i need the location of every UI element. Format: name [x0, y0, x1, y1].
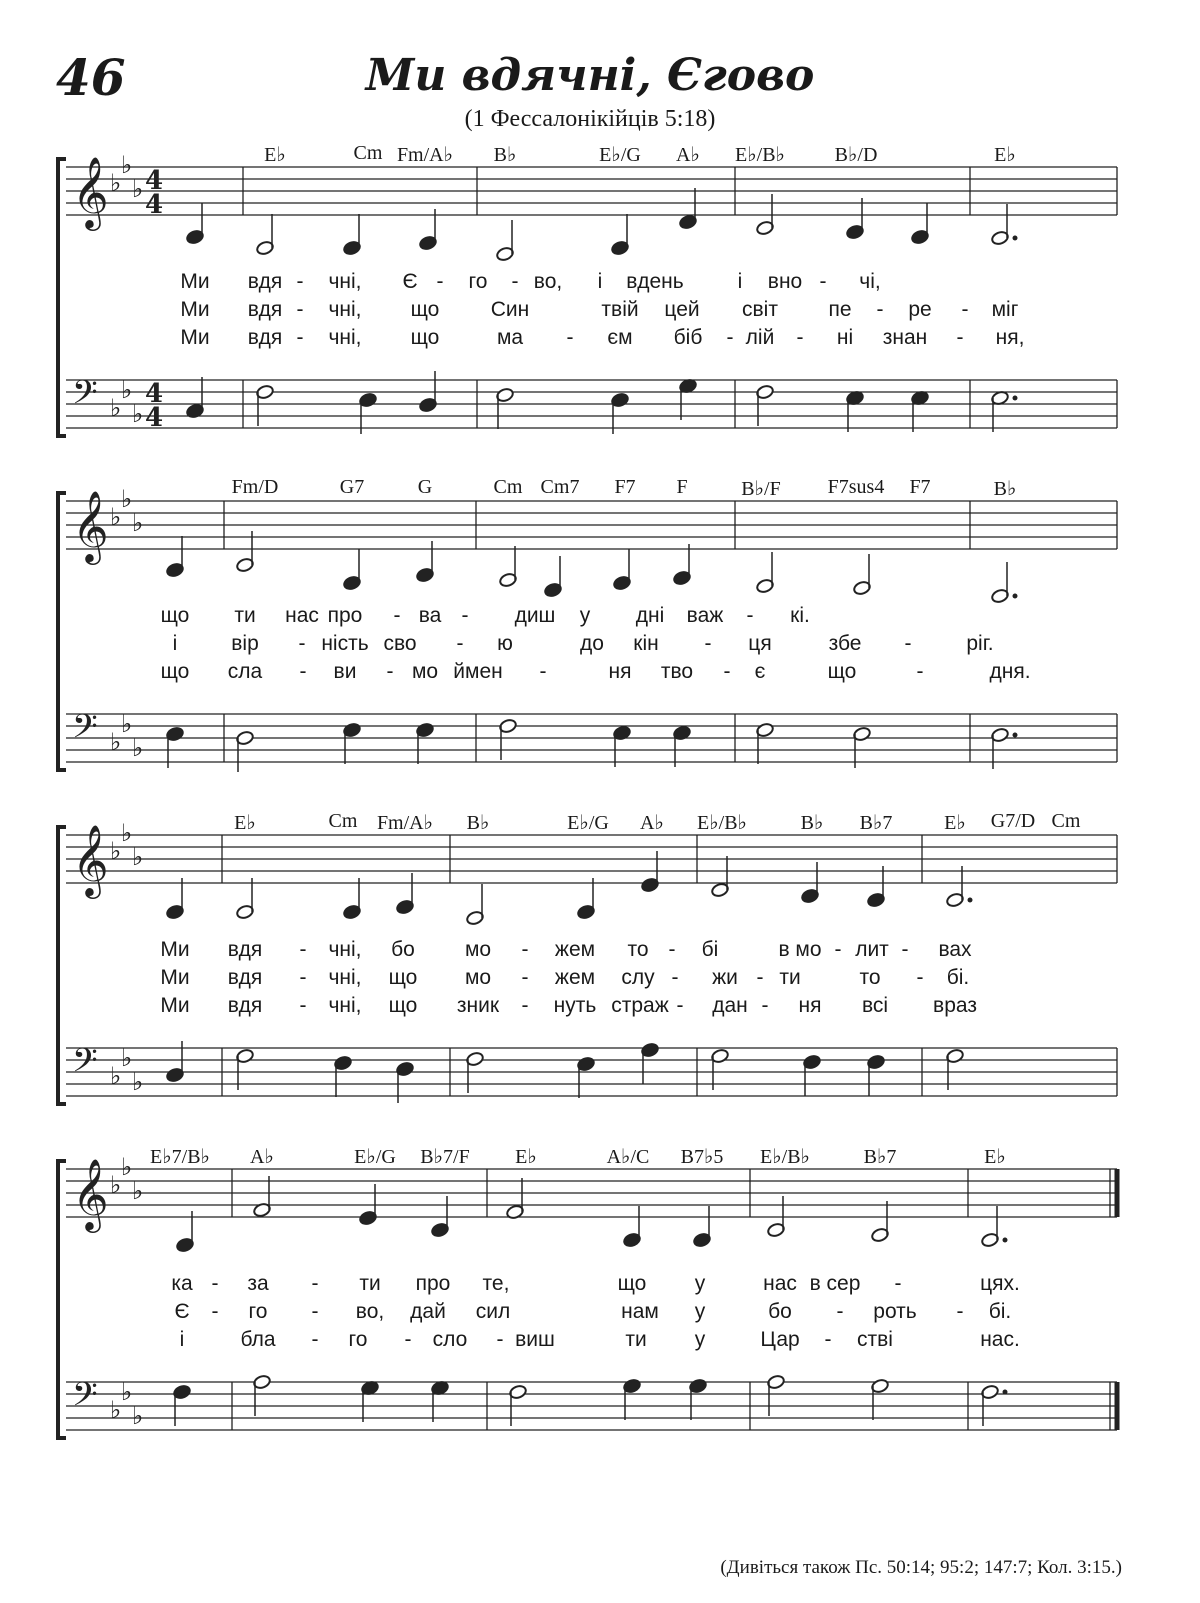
system-bracket [58, 493, 66, 770]
lyric-syllable: ність [321, 632, 369, 655]
lyric-syllable: Син [490, 298, 530, 321]
lyric-syllable: ма [496, 326, 524, 349]
treble-clef-icon: 𝄞 [72, 489, 109, 562]
lyric-syllable: біб [673, 326, 703, 349]
note-dot [1013, 733, 1018, 738]
lyric-syllable: міг [991, 298, 1019, 321]
lyric-syllable: страж [611, 994, 669, 1017]
chord-symbol: B♭/F [741, 478, 781, 500]
lyric-syllable: - [211, 1300, 219, 1323]
lyric-syllable: - [746, 604, 754, 627]
chord-symbol: E♭ [264, 144, 286, 166]
lyric-syllable: всі [861, 994, 889, 1017]
lyric-syllable: збе [828, 632, 862, 655]
lyric-syllable: - [824, 1328, 832, 1351]
lyric-syllable: враз [933, 994, 977, 1017]
lyric-syllable: є [754, 660, 766, 683]
chord-symbol: B♭ [493, 144, 517, 166]
lyric-syllable: що [617, 1272, 647, 1295]
lyric-syllable: Ми [180, 298, 210, 321]
lyric-syllable: що [410, 326, 440, 349]
key-flat-icon: ♭ [132, 734, 144, 762]
key-flat-icon: ♭ [121, 1378, 133, 1406]
bass-clef-icon: 𝄢 [72, 1376, 98, 1422]
chord-symbol: Cm7 [540, 476, 580, 498]
lyric-syllable: у [694, 1328, 706, 1351]
treble-clef-icon: 𝄞 [72, 1157, 109, 1230]
lyric-syllable: дні [635, 604, 665, 627]
lyric-syllable: в сер [809, 1272, 861, 1295]
bass-clef-icon: 𝄢 [72, 374, 98, 420]
lyric-syllable: що [160, 660, 190, 683]
lyric-syllable: цей [664, 298, 700, 321]
chord-symbol: A♭ [250, 1146, 274, 1168]
lyric-syllable: чні, [328, 298, 362, 321]
lyric-syllable: бла [240, 1328, 276, 1351]
lyric-syllable: - [521, 966, 529, 989]
lyric-syllable: жи [712, 966, 738, 989]
lyric-syllable: пе [828, 298, 852, 321]
lyric-syllable: ю [497, 632, 513, 655]
lyric-syllable: вдя [227, 966, 263, 989]
lyric-syllable: ймен [453, 660, 503, 683]
lyric-syllable: Ми [180, 326, 210, 349]
lyric-syllable: - [496, 1328, 504, 1351]
chord-symbol: F7 [614, 476, 636, 498]
lyric-syllable: тво [660, 660, 694, 683]
chord-symbol: B♭ [466, 812, 490, 834]
lyric-syllable: вах [938, 938, 972, 961]
note-dot [1013, 396, 1018, 401]
lyric-syllable: ка [171, 1272, 193, 1295]
chord-symbol: B7♭5 [680, 1146, 724, 1168]
lyric-syllable: цях. [980, 1272, 1020, 1295]
lyric-syllable: - [393, 604, 401, 627]
key-flat-icon: ♭ [132, 1177, 144, 1205]
lyric-syllable: - [296, 270, 304, 293]
key-flat-icon: ♭ [121, 485, 133, 513]
lyric-syllable: - [311, 1328, 319, 1351]
lyric-syllable: - [296, 326, 304, 349]
lyric-syllable: - [456, 632, 464, 655]
chord-symbol: E♭ [994, 144, 1016, 166]
chord-symbol: E♭/B♭ [735, 144, 785, 166]
music-system-1 [0, 140, 1200, 460]
note-dot [968, 898, 973, 903]
chord-symbol: G7/D [990, 810, 1036, 832]
system-bracket [58, 159, 66, 436]
key-flat-icon: ♭ [121, 1153, 133, 1181]
key-flat-icon: ♭ [132, 175, 144, 203]
lyric-syllable: ня [798, 994, 822, 1017]
lyric-syllable: - [676, 994, 684, 1017]
key-flat-icon: ♭ [110, 1396, 122, 1424]
lyric-syllable: вдя [227, 938, 263, 961]
chord-symbol: E♭ [944, 812, 966, 834]
chord-symbol: E♭ [234, 812, 256, 834]
lyric-syllable: про [327, 604, 363, 627]
lyric-syllable: - [916, 966, 924, 989]
lyric-syllable: - [836, 1300, 844, 1323]
chord-symbol: F7 [909, 476, 931, 498]
lyric-syllable: слу [621, 966, 655, 989]
see-also-footer: (Дивіться також Пс. 50:14; 95:2; 147:7; Кол. 3:15.) [720, 1557, 1122, 1578]
lyric-syllable: чні, [328, 938, 362, 961]
chord-symbol: Cm [1051, 810, 1081, 832]
chord-symbol: Cm [353, 142, 383, 164]
key-flat-icon: ♭ [132, 400, 144, 428]
lyric-syllable: бо [768, 1300, 792, 1323]
lyric-syllable: дан [712, 994, 748, 1017]
lyric-syllable: го [468, 270, 488, 293]
lyric-syllable: - [726, 326, 734, 349]
music-system-4 [0, 1142, 1200, 1462]
lyric-syllable: бі. [988, 1300, 1012, 1323]
key-flat-icon: ♭ [121, 151, 133, 179]
lyric-syllable: - [511, 270, 519, 293]
chord-symbol: F [676, 476, 688, 498]
lyric-syllable: в мо [778, 938, 822, 961]
lyric-syllable: - [961, 298, 969, 321]
lyric-syllable: кін [633, 632, 659, 655]
lyric-syllable: виш [515, 1328, 555, 1351]
lyric-syllable: - [539, 660, 547, 683]
lyric-syllable: стві [857, 1328, 893, 1351]
bass-clef-icon: 𝄢 [72, 1042, 98, 1088]
lyric-syllable: - [299, 966, 307, 989]
lyric-syllable: сло [432, 1328, 468, 1351]
system-bracket [58, 1161, 66, 1438]
key-flat-icon: ♭ [132, 1068, 144, 1096]
lyric-syllable: нас [763, 1272, 797, 1295]
chord-symbol: E♭/G [567, 812, 609, 834]
lyric-syllable: вдя [247, 270, 283, 293]
lyric-syllable: нуть [553, 994, 597, 1017]
lyric-syllable: Ми [180, 270, 210, 293]
lyric-syllable: і [172, 632, 178, 655]
lyric-syllable: Є [174, 1300, 190, 1323]
key-flat-icon: ♭ [132, 509, 144, 537]
lyric-syllable: сла [227, 660, 263, 683]
chord-symbol: A♭ [676, 144, 700, 166]
lyric-syllable: вдя [247, 298, 283, 321]
chord-symbol: B♭/D [834, 144, 878, 166]
lyric-syllable: - [668, 938, 676, 961]
lyric-syllable: Є [402, 270, 418, 293]
lyric-syllable: кі. [790, 604, 810, 627]
chord-symbol: Cm [493, 476, 523, 498]
lyric-syllable: і [737, 270, 743, 293]
lyric-syllable: у [694, 1272, 706, 1295]
lyric-syllable: - [901, 938, 909, 961]
lyric-syllable: - [461, 604, 469, 627]
chord-symbol: B♭ [993, 478, 1017, 500]
lyric-syllable: що [160, 604, 190, 627]
lyric-syllable: мо [464, 938, 492, 961]
bass-clef-icon: 𝄢 [72, 708, 98, 754]
lyric-syllable: дня. [989, 660, 1031, 683]
lyric-syllable: нас [285, 604, 319, 627]
key-flat-icon: ♭ [110, 394, 122, 422]
lyric-syllable: жем [554, 966, 596, 989]
lyric-syllable: - [311, 1272, 319, 1295]
lyric-syllable: важ [686, 604, 724, 627]
lyric-syllable: ва [418, 604, 442, 627]
chord-symbol: Fm/D [231, 476, 279, 498]
lyric-syllable: мо [464, 966, 492, 989]
lyric-syllable: го [348, 1328, 368, 1351]
lyric-syllable: роть [873, 1300, 917, 1323]
hymn-title: Ми вдячні, Єгово [365, 50, 815, 101]
chord-symbol: E♭/B♭ [760, 1146, 810, 1168]
chord-symbol: Fm/A♭ [396, 144, 454, 166]
lyric-syllable: - [756, 966, 764, 989]
time-signature: 4 [145, 403, 164, 433]
lyric-syllable: чні, [328, 270, 362, 293]
lyric-syllable: дай [410, 1300, 446, 1323]
lyric-syllable: - [299, 994, 307, 1017]
lyric-syllable: що [388, 966, 418, 989]
lyric-syllable: - [211, 1272, 219, 1295]
lyric-syllable: - [521, 994, 529, 1017]
lyric-syllable: єм [607, 326, 633, 349]
lyric-syllable: диш [514, 604, 556, 627]
lyric-syllable: ти [779, 966, 801, 989]
lyric-syllable: - [956, 326, 964, 349]
lyric-syllable: що [410, 298, 440, 321]
lyric-syllable: за [247, 1272, 269, 1295]
key-flat-icon: ♭ [121, 376, 133, 404]
hymn-number: 46 [56, 48, 126, 107]
chord-symbol: G [417, 476, 433, 498]
lyric-syllable: то [859, 966, 881, 989]
lyric-syllable: ре [908, 298, 932, 321]
lyric-syllable: - [436, 270, 444, 293]
lyric-syllable: і [179, 1328, 185, 1351]
lyric-syllable: чні, [328, 994, 362, 1017]
lyric-syllable: нам [621, 1300, 659, 1323]
lyric-syllable: ріг. [966, 632, 994, 655]
lyric-syllable: що [827, 660, 857, 683]
chord-symbol: Fm/A♭ [376, 812, 434, 834]
lyric-syllable: ви [333, 660, 357, 683]
note-dot [1003, 1238, 1008, 1243]
chord-symbol: B♭7 [863, 1146, 897, 1168]
lyric-syllable: во, [533, 270, 563, 293]
lyric-syllable: Ми [160, 938, 190, 961]
note-dot [1013, 594, 1018, 599]
lyric-syllable: Ми [160, 994, 190, 1017]
lyric-syllable: - [386, 660, 394, 683]
lyric-syllable: знан [882, 326, 928, 349]
key-flat-icon: ♭ [132, 843, 144, 871]
lyric-syllable: і [597, 270, 603, 293]
lyric-syllable: - [819, 270, 827, 293]
key-flat-icon: ♭ [110, 1171, 122, 1199]
music-system-3 [0, 808, 1200, 1128]
lyric-syllable: ні [836, 326, 854, 349]
key-flat-icon: ♭ [110, 837, 122, 865]
key-flat-icon: ♭ [121, 710, 133, 738]
lyric-syllable: Цар [760, 1328, 800, 1351]
lyric-syllable: зник [456, 994, 500, 1017]
lyric-syllable: вдя [227, 994, 263, 1017]
lyric-syllable: ти [234, 604, 256, 627]
chord-symbol: E♭ [515, 1146, 537, 1168]
lyric-syllable: - [311, 1300, 319, 1323]
key-flat-icon: ♭ [132, 1402, 144, 1430]
lyric-syllable: - [299, 938, 307, 961]
lyric-syllable: го [248, 1300, 268, 1323]
chord-symbol: E♭/B♭ [697, 812, 747, 834]
time-signature: 4 [145, 190, 164, 220]
chord-symbol: B♭7/F [420, 1146, 470, 1168]
lyric-syllable: - [298, 632, 306, 655]
lyric-syllable: - [796, 326, 804, 349]
chord-symbol: A♭/C [606, 1146, 650, 1168]
key-flat-icon: ♭ [110, 503, 122, 531]
music-system-2 [0, 474, 1200, 794]
lyric-syllable: - [704, 632, 712, 655]
lyric-syllable: чні, [328, 966, 362, 989]
lyric-syllable: - [876, 298, 884, 321]
lyric-syllable: - [299, 660, 307, 683]
lyric-syllable: що [388, 994, 418, 1017]
lyric-syllable: во, [355, 1300, 385, 1323]
key-flat-icon: ♭ [110, 169, 122, 197]
lyric-syllable: чні, [328, 326, 362, 349]
lyric-syllable: жем [554, 938, 596, 961]
lyric-syllable: Ми [160, 966, 190, 989]
lyric-syllable: бі. [946, 966, 970, 989]
treble-clef-icon: 𝄞 [72, 155, 109, 228]
lyric-syllable: ти [625, 1328, 647, 1351]
key-flat-icon: ♭ [121, 1044, 133, 1072]
chord-symbol: E♭7/B♭ [150, 1146, 210, 1168]
lyric-syllable: нас. [980, 1328, 1020, 1351]
lyric-syllable: - [296, 298, 304, 321]
chord-symbol: B♭ [800, 812, 824, 834]
lyric-syllable: сил [475, 1300, 511, 1323]
lyric-syllable: - [894, 1272, 902, 1295]
lyric-syllable: чі, [859, 270, 881, 293]
lyric-syllable: вдя [247, 326, 283, 349]
lyric-syllable: - [671, 966, 679, 989]
lyric-syllable: - [566, 326, 574, 349]
lyric-syllable: вно [767, 270, 803, 293]
lyric-syllable: у [694, 1300, 706, 1323]
lyric-syllable: - [761, 994, 769, 1017]
lyric-syllable: у [579, 604, 591, 627]
lyric-syllable: про [415, 1272, 451, 1295]
lyric-syllable: ця [748, 632, 772, 655]
key-flat-icon: ♭ [110, 728, 122, 756]
scripture-reference: (1 Фессалонікійців 5:18) [464, 106, 716, 132]
lyric-syllable: - [834, 938, 842, 961]
lyric-syllable: ня, [995, 326, 1025, 349]
lyric-syllable: лій [745, 326, 775, 349]
chord-symbol: E♭ [984, 1146, 1006, 1168]
lyric-syllable: бі [701, 938, 719, 961]
chord-symbol: E♭/G [599, 144, 641, 166]
treble-clef-icon: 𝄞 [72, 823, 109, 896]
key-flat-icon: ♭ [110, 1062, 122, 1090]
chord-symbol: G7 [339, 476, 365, 498]
lyric-syllable: твій [601, 298, 639, 321]
lyric-syllable: вдень [626, 270, 684, 293]
time-signature: 4 [145, 379, 164, 409]
lyric-syllable: мо [411, 660, 439, 683]
lyric-syllable: сво [383, 632, 417, 655]
lyric-syllable: світ [742, 298, 778, 321]
time-signature: 4 [145, 166, 164, 196]
lyric-syllable: ти [359, 1272, 381, 1295]
lyric-syllable: - [521, 938, 529, 961]
lyric-syllable: вір [231, 632, 259, 655]
chord-symbol: F7sus4 [827, 476, 885, 498]
lyric-syllable: то [627, 938, 649, 961]
lyric-syllable: - [956, 1300, 964, 1323]
chord-symbol: B♭7 [859, 812, 893, 834]
lyric-syllable: лит [855, 938, 889, 961]
lyric-syllable: бо [391, 938, 415, 961]
key-flat-icon: ♭ [121, 819, 133, 847]
lyric-syllable: - [723, 660, 731, 683]
lyric-syllable: - [404, 1328, 412, 1351]
lyric-syllable: ня [608, 660, 632, 683]
lyric-syllable: - [916, 660, 924, 683]
note-dot [1003, 1390, 1008, 1395]
chord-symbol: E♭/G [354, 1146, 396, 1168]
lyric-syllable: - [904, 632, 912, 655]
system-bracket [58, 827, 66, 1104]
lyric-syllable: до [580, 632, 604, 655]
chord-symbol: Cm [328, 810, 358, 832]
chord-symbol: A♭ [640, 812, 664, 834]
lyric-syllable: те, [482, 1272, 510, 1295]
note-dot [1013, 236, 1018, 241]
